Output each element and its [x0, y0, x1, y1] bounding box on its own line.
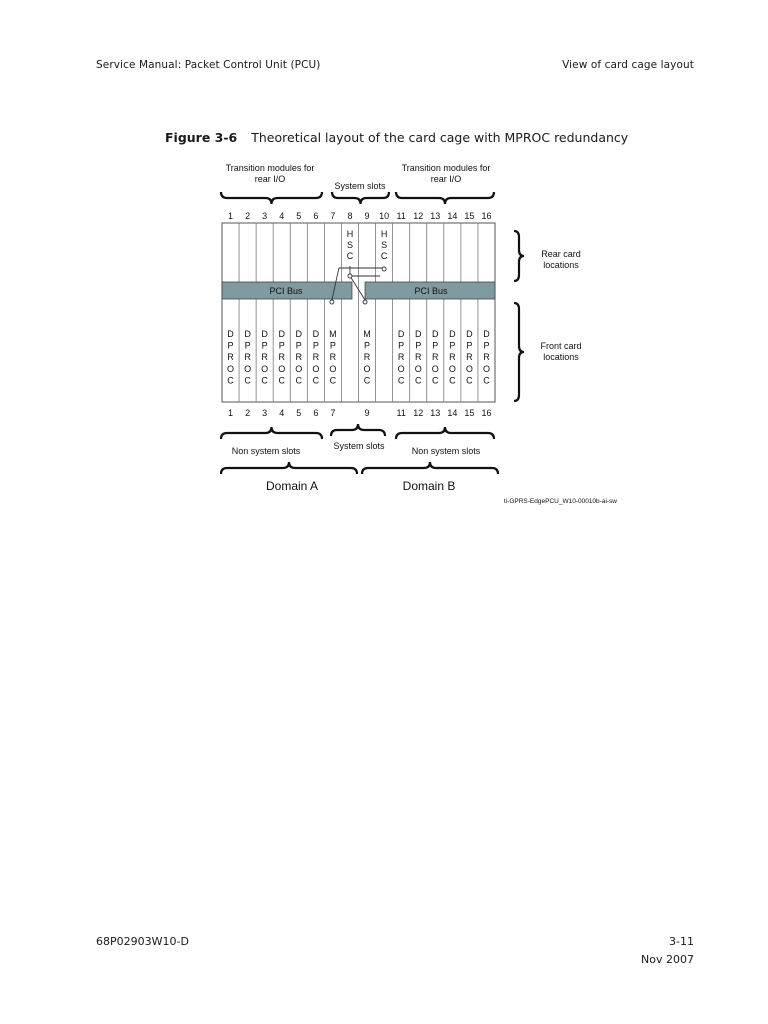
front-card-letter: O: [448, 363, 456, 374]
front-card-letter: O: [431, 363, 439, 374]
front-card-letter: R: [244, 352, 251, 363]
bottom-slot-number: 14: [447, 408, 458, 418]
front-card-letter: C: [312, 375, 320, 386]
top-slot-number: 11: [396, 211, 406, 221]
front-card-letter: M: [363, 329, 371, 339]
top-label-system-slots: System slots: [334, 181, 386, 191]
bottom-slot-number: 4: [279, 408, 285, 418]
front-card-letter: R: [278, 352, 285, 363]
front-card-letter: P: [398, 340, 405, 351]
front-card-letter: D: [466, 329, 473, 339]
front-card-letter: M: [329, 329, 337, 339]
connector-dot: [363, 300, 367, 304]
bottom-slot-number: 1: [228, 408, 234, 418]
bottom-slot-number: 11: [396, 408, 406, 418]
hsc-card-letter: C: [346, 251, 354, 261]
front-card-letter: D: [244, 329, 251, 339]
front-card-letter: D: [483, 329, 490, 339]
front-card-letter: C: [432, 375, 439, 386]
front-card-letter: O: [465, 363, 473, 374]
figure-id-label: ti-GPRS-EdgePCU_W10-00010b-ai-sw: [503, 498, 617, 505]
front-card-letter: C: [466, 375, 473, 386]
domain-b-brace: [362, 462, 498, 474]
top-brace-center: [332, 192, 389, 204]
front-card-letter: P: [432, 340, 439, 351]
bottom-slot-number: 2: [245, 408, 251, 418]
front-card-letter: C: [449, 375, 456, 386]
footer-page-number: 3-11: [669, 935, 694, 948]
rear-card-locations-brace: [514, 231, 524, 281]
top-slot-number: 16: [481, 211, 492, 221]
top-slot-number: 2: [245, 211, 251, 221]
front-card-letter: C: [397, 375, 405, 386]
front-card-letter: C: [278, 375, 285, 386]
hsc-card-letter: S: [381, 240, 388, 250]
bottom-label-left: Non system slots: [231, 446, 301, 456]
bottom-slot-number: 3: [262, 408, 268, 418]
front-card-letter: D: [432, 329, 439, 339]
bottom-slot-number: 12: [413, 408, 424, 418]
top-slot-number: 13: [430, 211, 441, 221]
diagram-labels: [226, 163, 618, 505]
front-card-letter: O: [278, 363, 286, 374]
top-slot-number: 9: [364, 211, 370, 221]
top-slot-number: 4: [279, 211, 285, 221]
front-card-letter: R: [261, 352, 268, 363]
front-card-letter: O: [414, 363, 422, 374]
front-card-letter: P: [312, 340, 319, 351]
front-card-letter: R: [312, 352, 320, 363]
front-card-locations-brace: [514, 303, 524, 401]
top-slot-number: 7: [330, 211, 336, 221]
front-card-letter: P: [415, 340, 422, 351]
front-card-letter: O: [227, 363, 235, 374]
bottom-label-right: Non system slots: [411, 446, 481, 456]
hsc-card-letter: S: [346, 240, 353, 250]
front-card-letter: D: [414, 329, 422, 339]
bottom-slot-number: 13: [430, 408, 441, 418]
front-card-locations-line1: Front card: [540, 341, 582, 351]
front-card-letter: C: [483, 375, 490, 386]
rear-card-locations-line1: Rear card: [541, 249, 581, 259]
front-card-letter: R: [363, 352, 371, 363]
top-slot-number: 6: [313, 211, 319, 221]
front-card-letter: D: [449, 329, 456, 339]
front-card-letter: R: [329, 352, 337, 363]
front-card-letter: P: [261, 340, 268, 351]
front-card-letter: P: [295, 340, 302, 351]
front-card-letter: P: [466, 340, 473, 351]
front-card-letter: C: [414, 375, 422, 386]
bottom-brace-right: [396, 427, 494, 439]
figure-number: Figure 3-6: [165, 130, 238, 145]
front-card-letter: R: [295, 352, 303, 363]
front-card-letter: R: [483, 352, 490, 363]
connector-dot: [348, 274, 352, 278]
front-card-letter: C: [295, 375, 303, 386]
front-card-letter: P: [483, 340, 490, 351]
front-card-letter: O: [397, 363, 405, 374]
front-card-letter: R: [397, 352, 405, 363]
front-card-letter: D: [295, 329, 303, 339]
top-label-right-line2: rear I/O: [430, 174, 462, 184]
front-card-letter: O: [329, 363, 337, 374]
bottom-brace-left: [221, 427, 322, 439]
header-section-title: View of card cage layout: [562, 59, 694, 71]
top-brace-left: [221, 192, 322, 204]
front-card-letter: P: [364, 340, 371, 351]
front-card-letter: O: [295, 363, 303, 374]
bottom-brace-center: [331, 424, 385, 436]
domain-a-brace: [221, 462, 357, 474]
domain-a-label: Domain A: [265, 479, 319, 493]
front-card-letter: D: [397, 329, 405, 339]
front-card-locations-line2: locations: [543, 352, 579, 362]
header-manual-title: Service Manual: Packet Control Unit (PCU): [96, 59, 321, 71]
front-card-letter: O: [261, 363, 269, 374]
bottom-slot-number: 7: [330, 408, 336, 418]
front-card-letter: C: [329, 375, 337, 386]
hsc-card-letter: C: [380, 251, 388, 261]
front-card-letter: R: [466, 352, 473, 363]
pci-bus-left-label: PCI Bus: [269, 286, 303, 296]
pci-bus-right-label: PCI Bus: [414, 286, 448, 296]
top-slot-number: 1: [228, 211, 234, 221]
bottom-slot-number: 9: [364, 408, 370, 418]
front-card-letter: P: [278, 340, 285, 351]
front-card-letter: R: [227, 352, 234, 363]
bottom-label-system-slots: System slots: [333, 441, 385, 451]
front-card-letter: D: [312, 329, 320, 339]
front-card-letter: C: [261, 375, 268, 386]
top-slot-number: 12: [413, 211, 424, 221]
front-card-letter: C: [227, 375, 234, 386]
front-card-letter: O: [363, 363, 371, 374]
top-slot-number: 14: [447, 211, 458, 221]
top-slot-number: 10: [379, 211, 390, 221]
front-card-letter: O: [482, 363, 490, 374]
connector-dot: [382, 267, 386, 271]
top-label-left-line2: rear I/O: [254, 174, 286, 184]
hsc-card-letter: H: [346, 229, 354, 239]
top-slot-number: 15: [464, 211, 475, 221]
front-card-letter: P: [329, 340, 336, 351]
bottom-slot-number: 15: [464, 408, 475, 418]
domain-b-label: Domain B: [402, 479, 456, 493]
rear-card-locations-line2: locations: [543, 260, 579, 270]
footer-doc-number: 68P02903W10-D: [96, 935, 189, 948]
top-slot-number: 8: [347, 211, 353, 221]
front-card-letter: R: [449, 352, 456, 363]
top-brace-right: [396, 192, 494, 204]
bottom-slot-number: 16: [481, 408, 492, 418]
front-card-letter: P: [244, 340, 251, 351]
front-card-letter: O: [244, 363, 252, 374]
bottom-slot-number: 6: [313, 408, 319, 418]
footer-date: Nov 2007: [641, 953, 694, 966]
front-card-letter: D: [227, 329, 234, 339]
bottom-slot-number: 5: [296, 408, 302, 418]
top-label-left-line1: Transition modules for: [225, 163, 315, 173]
front-card-letter: C: [244, 375, 251, 386]
front-card-letter: C: [363, 375, 371, 386]
front-card-letter: R: [414, 352, 422, 363]
top-label-right-line1: Transition modules for: [401, 163, 491, 173]
top-slot-number: 5: [296, 211, 302, 221]
connector-dot: [330, 300, 334, 304]
front-card-letter: P: [449, 340, 456, 351]
front-card-letter: R: [432, 352, 439, 363]
front-card-letter: O: [312, 363, 320, 374]
front-card-letter: P: [227, 340, 234, 351]
front-card-letter: D: [278, 329, 285, 339]
hsc-card-letter: H: [380, 229, 388, 239]
figure-title: Theoretical layout of the card cage with MPROC redundancy: [251, 130, 629, 145]
front-card-letter: D: [261, 329, 268, 339]
top-slot-number: 3: [262, 211, 268, 221]
